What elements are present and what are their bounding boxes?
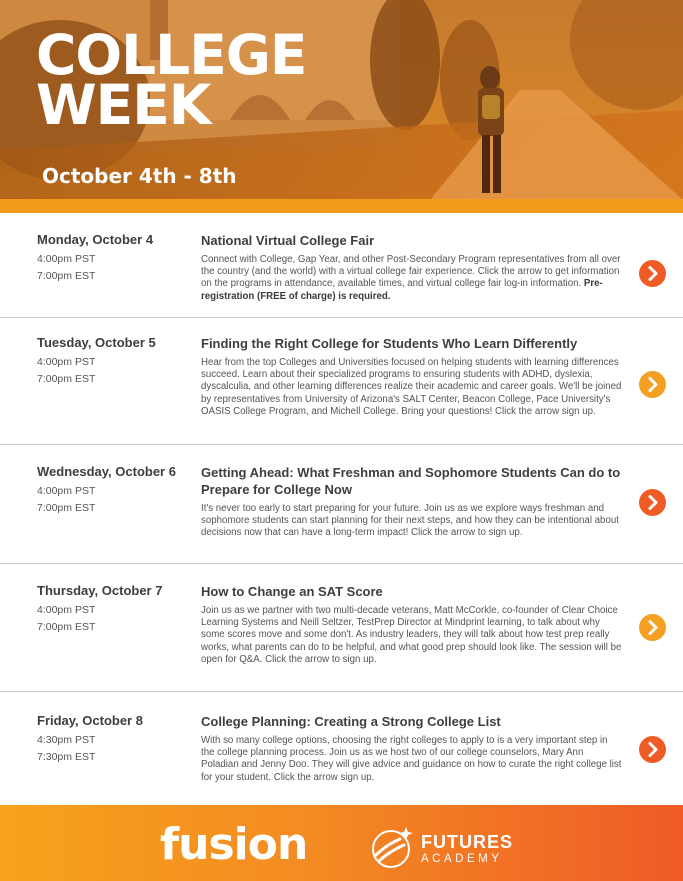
event-info [201, 464, 623, 540]
event-info [201, 335, 623, 418]
event-schedule [37, 464, 176, 517]
futures-academy-logo-icon [366, 821, 416, 871]
event-day: Wednesday, October 6 [37, 464, 176, 479]
event-info [201, 232, 623, 303]
footer-banner [0, 805, 683, 881]
event-day: Thursday, October 7 [37, 583, 163, 598]
event-title: Getting Ahead: What Freshman and Sophomore Students Can do to Prepare for College Now [201, 465, 621, 497]
event-schedule [37, 583, 162, 636]
event-description-text: Connect with College, Gap Year, and other Post-Secondary Program representatives from all over the country (and the world) with a virtual college fair experience. Click the arrow to get information on the programs in attendance, available times, and virtual college fair log-in information. [201, 254, 621, 290]
signup-arrow-button[interactable] [639, 371, 666, 398]
event-time-est: 7:00pm EST [37, 270, 96, 282]
fusion-logo: fusion [160, 819, 308, 870]
title-line-2: WEEK [36, 73, 211, 137]
event-schedule [37, 713, 143, 766]
event-title: College Planning: Creating a Strong College List [201, 714, 501, 729]
event-tuesday [0, 318, 683, 445]
event-time-pst: 4:00pm PST [37, 253, 96, 265]
signup-arrow-button[interactable] [639, 489, 666, 516]
event-friday [0, 692, 683, 805]
event-time-pst: 4:00pm PST [37, 485, 96, 497]
futures-logo-line-2: ACADEMY [421, 853, 503, 865]
event-wednesday [0, 445, 683, 564]
page-title [36, 23, 307, 137]
event-title: National Virtual College Fair [201, 233, 375, 248]
event-description: Join us as we partner with two multi-decade veterans, Matt McCorkle, co-founder of Clear Choice Learning Systems and Neill Seltzer, TestPrep Director at Mindprint learning, to talk about why some scores move and some don't. As industry leaders, they will talk about how test prep really works, what parents can do to be helpful, and what good prep should look like. The session will be open for Q&A. Click the arrow to sign up. [201, 605, 622, 665]
event-day: Friday, October 8 [37, 713, 143, 728]
signup-arrow-button[interactable] [639, 260, 666, 287]
event-time-est: 7:00pm EST [37, 621, 96, 633]
event-time-est: 7:00pm EST [37, 502, 96, 514]
event-description-bold: Pre-registration (FREE of charge) is required. [201, 278, 603, 302]
chevron-right-icon [639, 371, 666, 398]
hero-banner [0, 0, 683, 213]
chevron-right-icon [639, 614, 666, 641]
event-title: Finding the Right College for Students Who Learn Differently [201, 336, 578, 351]
chevron-right-icon [639, 736, 666, 763]
event-time-est: 7:30pm EST [37, 751, 96, 763]
event-time-pst: 4:30pm PST [37, 734, 96, 746]
event-time-pst: 4:00pm PST [37, 604, 96, 616]
event-description: With so many college options, choosing the right colleges to apply to is a very important step in the college planning process. Join us as we host two of our college counselors, Mary Ann Poladian and Jenny Doo. They will give advice and guidance on how to curate the right college list for your student. Click the arrow sign up. [201, 735, 622, 783]
event-info [201, 713, 623, 784]
futures-logo-line-1: FUTURES [421, 832, 513, 852]
event-schedule [37, 232, 153, 285]
chevron-right-icon [639, 489, 666, 516]
title-line-1: COLLEGE [36, 23, 307, 87]
signup-arrow-button[interactable] [639, 736, 666, 763]
event-dates: October 4th - 8th [42, 164, 237, 188]
event-title: How to Change an SAT Score [201, 584, 383, 599]
event-info [201, 583, 623, 666]
event-monday [0, 213, 683, 318]
event-time-pst: 4:00pm PST [37, 356, 96, 368]
signup-arrow-button[interactable] [639, 614, 666, 641]
hero-accent-bar [0, 199, 683, 213]
event-day: Monday, October 4 [37, 232, 154, 247]
event-time-est: 7:00pm EST [37, 373, 96, 385]
event-description [201, 254, 623, 303]
event-thursday [0, 564, 683, 692]
chevron-right-icon [639, 260, 666, 287]
event-day: Tuesday, October 5 [37, 335, 156, 350]
event-description: Hear from the top Colleges and Universities focused on helping students with learning differences succeed. Learn about their specialized programs to ensuring students with ADHD, dyslexia, dyscalculia, and other learning differences realize their academic and career goals. We'll be joined by representatives from University of Arizona's SALT Center, Beacon College, Pace University's OASIS College Program, and Michell College. Bring your questions! Click the arrow sign up. [201, 357, 622, 417]
event-description: It's never too early to start preparing for your future. Join us as we explore ways freshman and sophomore students can start planning for their next steps, and how they can be intentional about decisions now that can have a long-term impact! Click the arrow to sign up. [201, 503, 619, 539]
event-schedule [37, 335, 156, 388]
